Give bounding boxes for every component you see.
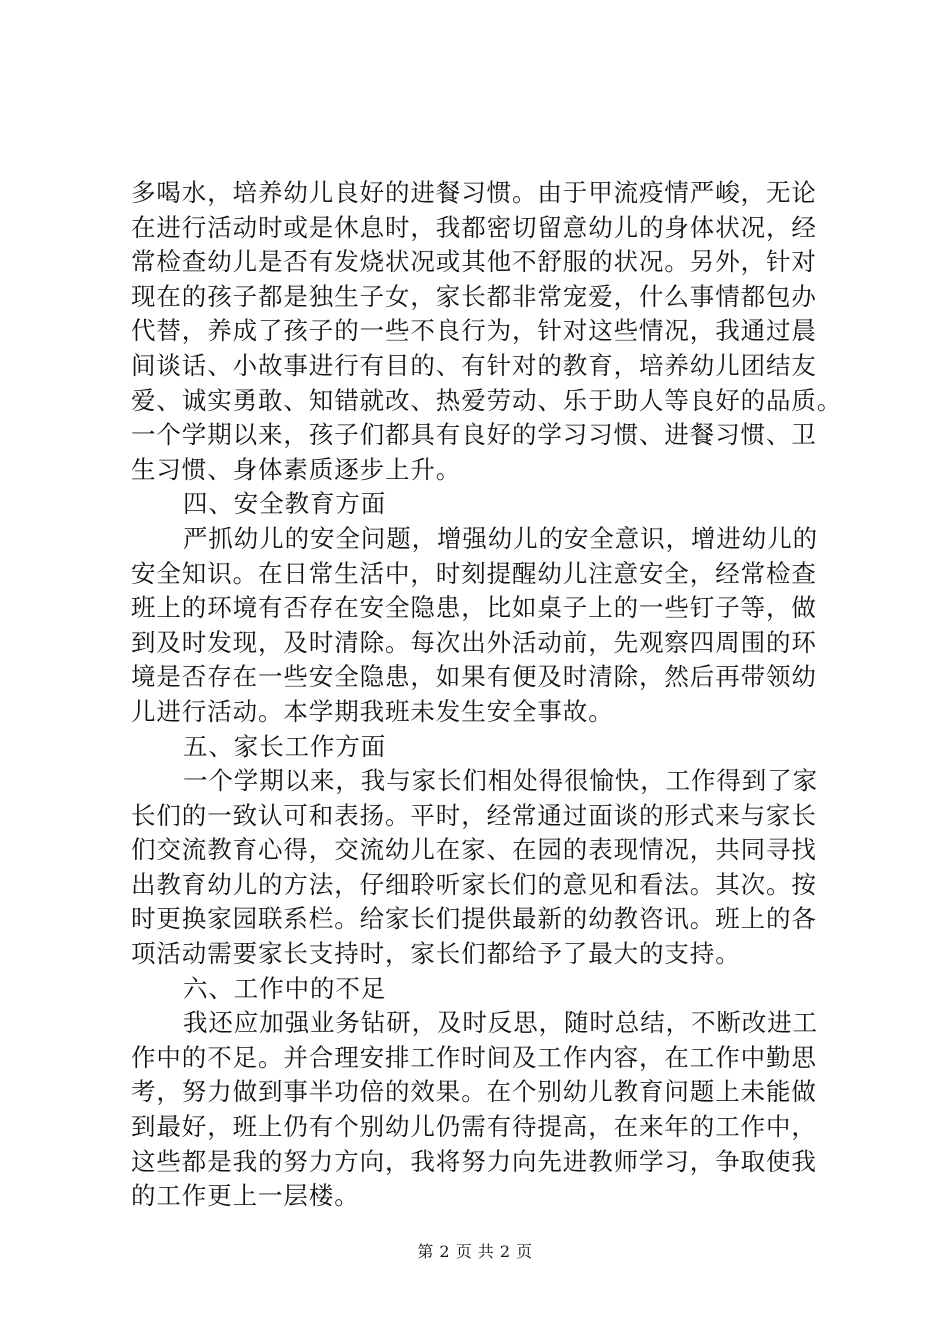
text-line: 时更换家园联系栏。给家长们提供最新的幼教咨讯。班上的各 xyxy=(131,904,817,934)
text-line: 代替，养成了孩子的一些不良行为，针对这些情况，我通过晨 xyxy=(131,316,817,346)
paragraph-start-line: 一个学期以来，我与家长们相处得很愉快，工作得到了家 xyxy=(183,766,818,796)
paragraph-start-line: 我还应加强业务钻研，及时反思，随时总结，不断改进工 xyxy=(183,1008,818,1038)
text-line: 考，努力做到事半功倍的效果。在个别幼儿教育问题上未能做 xyxy=(131,1077,817,1107)
text-line: 出教育幼儿的方法，仔细聆听家长们的意见和看法。其次。按 xyxy=(131,869,817,899)
paragraph-start-line: 四、安全教育方面 xyxy=(183,489,387,519)
text-line: 多喝水，培养幼儿良好的进餐习惯。由于甲流疫情严峻，无论 xyxy=(131,178,817,207)
text-line: 到及时发现，及时清除。每次出外活动前，先观察四周围的环 xyxy=(131,627,817,657)
paragraph-start-line: 五、家长工作方面 xyxy=(183,731,387,761)
text-line: 儿进行活动。本学期我班未发生安全事故。 xyxy=(131,696,614,726)
text-line: 间谈话、小故事进行有目的、有针对的教育，培养幼儿团结友 xyxy=(131,350,817,380)
text-line: 作中的不足。并合理安排工作时间及工作内容，在工作中勤思 xyxy=(131,1042,817,1072)
text-line: 在进行活动时或是休息时，我都密切留意幼儿的身体状况，经 xyxy=(131,212,817,242)
text-line: 到最好，班上仍有个别幼儿仍需有待提高，在来年的工作中， xyxy=(131,1112,817,1142)
text-line: 们交流教育心得，交流幼儿在家、在园的表现情况，共同寻找 xyxy=(131,835,817,865)
text-line: 生习惯、身体素质逐步上升。 xyxy=(131,454,462,484)
document-body xyxy=(131,176,843,1214)
text-line: 爱、诚实勇敢、知错就改、热爱劳动、乐于助人等良好的品质。 xyxy=(131,385,843,415)
text-line: 安全知识。在日常生活中，时刻提醒幼儿注意安全，经常检查 xyxy=(131,558,817,588)
paragraph-start-line: 六、工作中的不足 xyxy=(183,973,387,1003)
text-line: 一个学期以来，孩子们都具有良好的学习习惯、进餐习惯、卫 xyxy=(131,420,817,450)
text-line: 这些都是我的努力方向，我将努力向先进教师学习，争取使我 xyxy=(131,1146,817,1176)
text-line: 班上的环境有否存在安全隐患，比如桌子上的一些钉子等，做 xyxy=(131,593,817,623)
page-footer: 第 2 页 共 2 页 xyxy=(417,1242,533,1261)
text-line: 常检查幼儿是否有发烧状况或其他不舒服的状况。另外，针对 xyxy=(131,247,817,277)
text-line: 境是否存在一些安全隐患，如果有便及时清除，然后再带领幼 xyxy=(131,662,817,692)
text-line: 现在的孩子都是独生子女，家长都非常宠爱，什么事情都包办 xyxy=(131,281,817,311)
text-line: 的工作更上一层楼。 xyxy=(131,1181,360,1211)
text-line: 项活动需要家长支持时，家长们都给予了最大的支持。 xyxy=(131,939,741,969)
paragraph-start-line: 严抓幼儿的安全问题，增强幼儿的安全意识，增进幼儿的 xyxy=(183,523,818,553)
text-line: 长们的一致认可和表扬。平时，经常通过面谈的形式来与家长 xyxy=(131,800,817,830)
